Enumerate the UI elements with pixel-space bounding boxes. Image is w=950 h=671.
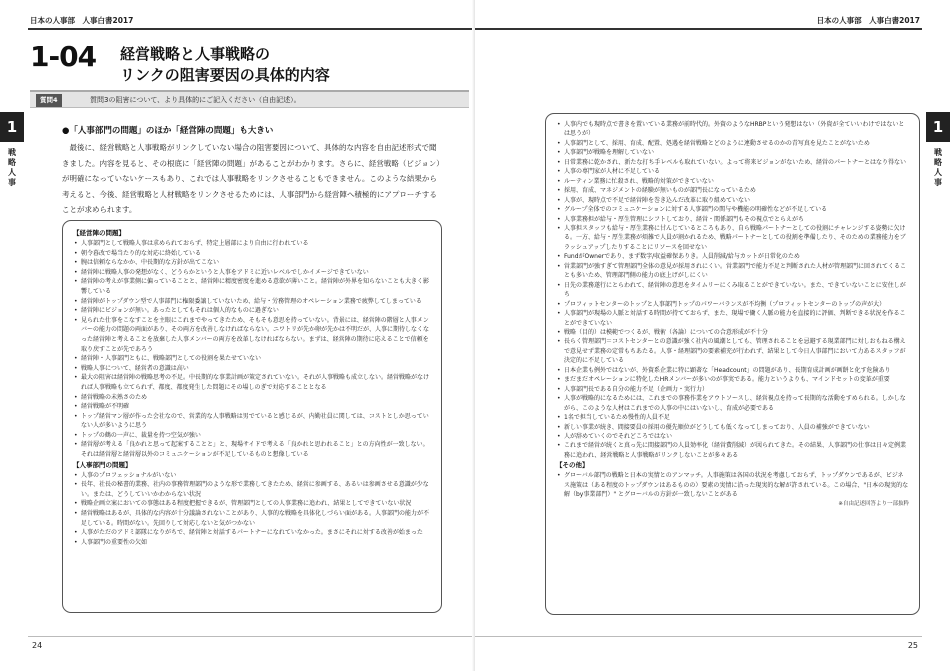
question-text: 質問3の阻害について、より具体的にご記入ください（自由記述）。 bbox=[90, 96, 301, 104]
list-item: • 採用、育成、マネジメントの経験が無いものが部門長になっているため bbox=[556, 186, 909, 195]
list-item: • 経営陣がトップダウン型で人事部門に権限委譲していないため、給与・労務管理のオペレーション業務で疲弊してしまっている bbox=[73, 297, 431, 307]
list-item: • 人事が戦略的になるためには、これまでの事務作業をアウトソースし、経営視点を持って長期的な活動をすめられる。しかしながら、このような人材はこれまでの人事の中にはいないし、育成が必要である bbox=[556, 394, 909, 413]
list-item: • 人事部門が戦略を理解していない bbox=[556, 148, 909, 157]
list-item: • ルーティン業務に忙殺され、戦略的対策ができていない bbox=[556, 177, 909, 186]
list-item: • 営業部門が強すぎて管理部門全体の意見が採用されにくい。営業部門で能力不足と判断された人材が管理部門に回されてくることも多いため、管理部門側の能力の底上げがしにくい bbox=[556, 262, 909, 281]
list-item: • 経営層が考える「良かれと思って起案することと」と、現場サイドで考える「良かれと思われること」との方向性が一致しない。それは経営層と経営層以外のコミュニケーションが不足しているものと想像している bbox=[73, 440, 431, 459]
header-rule bbox=[28, 28, 475, 30]
footer-rule bbox=[28, 636, 475, 637]
list-item: • 人事部門として戦略人事は求められておらず、特定上層部により自由に行われている bbox=[73, 239, 431, 249]
list-item: • FundがOwnerであり、まず数字/収益確保ありき。人員削減/給与カットが日常化のため bbox=[556, 252, 909, 261]
list-item: • 経営戦略の未熟さのため bbox=[73, 393, 431, 403]
list-item: • 見られた仕事をこなすことを主眼にこれまでやってきたため、そもそも意思を持っていない。背景には、経営陣の階層と人事メンバーの能力の問題の両面があり、その両方を改善しなければならない。ニワトリが先か卵が先かは不明だが、人事に期待しなくなった経営陣と考えることを放棄した人事メンバーの両方を改革しなければならない。まずは、経営陣の期待に応えることで信頼を取り戻すことが先であろう bbox=[73, 316, 431, 354]
question-bar bbox=[30, 90, 469, 108]
question-label: 質問4 bbox=[36, 94, 62, 107]
list-item: • 人事部門長である自分の能力不足（企画力・実行力） bbox=[556, 385, 909, 394]
source-footnote: ※自由記述回答より一部抜粋 bbox=[838, 500, 909, 507]
hr-issue-list bbox=[73, 471, 431, 548]
list-item: • 人事部門として、採用、育成、配置、処遇を経営戦略とどのように連動させるのかの青写真を見たことがないため bbox=[556, 139, 909, 148]
list-item: • グローバル部門の戦略と日本の実情とのアンマッチ。人事施策は各国の状況を考慮しておらず、トップダウンであるが、ビジネス施策は（ある程度のトップダウンはあるものの）要素の実情に沿った現実的な解が許されている。この場合、"日本の現実的な解（by事業部門）" とグローバルの方針が一致しないことがある bbox=[556, 471, 909, 499]
list-item: • 経営陣に戦略人事の発想がなく、どうらかというと人事をアドミに近いレベルでしかイメージできていない bbox=[73, 268, 431, 278]
list-item: • 長らく管理部門＝コストセンターとの意識が強く社内の風潮としても、管理されることを忌避する現業部門に対しおもねる構えで意見せず業務の定常もちあたる。人事・経理部門の要素補充が行われず、結果として今日人事部門において力あるスタッフが決定的に不足している bbox=[556, 337, 909, 365]
responses-box-left bbox=[62, 220, 442, 613]
page-number: 24 bbox=[32, 641, 43, 650]
chapter-tab: 1 bbox=[926, 112, 950, 142]
box-title-other: 【その他】 bbox=[556, 461, 589, 470]
list-item: • 経営戦略が不明確 bbox=[73, 402, 431, 412]
list-item: • 日本企業も例外ではないが、外資系企業に特に顕著な「Headcount」の問題があり、長期育成計画が画餅と化す危険あり bbox=[556, 366, 909, 375]
footer-rule bbox=[475, 636, 922, 637]
header-rule bbox=[475, 28, 922, 30]
list-item: • 経営戦略はあるが、具体的な内容が十分議論されないことがあり、人事的な戦略を具体化しづらい面がある。人事部門の能力が不足している。時間がない。先回りして対応しないと気がつかない bbox=[73, 509, 431, 528]
list-item: • 人事の専門家が人材に不足している bbox=[556, 167, 909, 176]
list-item: • 人事のプロフェッショナルがいない bbox=[73, 471, 431, 481]
right-page bbox=[475, 0, 950, 671]
list-item: • これまで経営が続くと真っ先に間接部門の人員効率化（経営費削減）が図られてきた。その結果、人事部門の仕事は日々定例業務に追われ、経営戦略と人事戦略がリンクしないことが多々ある bbox=[556, 441, 909, 460]
list-item: • 人事が、現時点で不足で経営陣を巻き込んだ改革に取り組めていない bbox=[556, 196, 909, 205]
list-item: • 人事内でも現時点で書きを置いている業務が前時代的。外資のようなHRBPという発想はない（外資が全ていいわけではないとは思うが） bbox=[556, 120, 909, 139]
list-item: • 人事部門が現場の人脈と対話する時間が持てておらず、また、現場で働く人脈の能力を直接的に評価、判断できる状況を作ることができていない bbox=[556, 309, 909, 328]
list-item: • 戦略人事について、経営者の意識は高い bbox=[73, 364, 431, 374]
list-item: • 新しい事業が続き、間接要員の採用の優先順位がどうしても低くなってしまっており、人員の補強ができていない bbox=[556, 423, 909, 432]
section-heading: ●「人事部門の問題」のほか「経営陣の問題」も大きい bbox=[62, 126, 274, 136]
chapter-label: 戦略人事 bbox=[8, 148, 16, 187]
list-item: • トップ経営マン層が作った会社なので、営業的な人事戦略は男でていると感じるが、内勤社員に関しては、コストとしか思っていない人が多いように思う bbox=[73, 412, 431, 431]
list-item: • 朝令暮改で場当たり的な対応に終始している bbox=[73, 249, 431, 259]
box-title-hr: 【人事部門の問題】 bbox=[73, 460, 132, 469]
list-item: • プロフィットセンターのトップと人事部門トップのパワーバランスが不均衡（プロフィットセンターのトップの声が大） bbox=[556, 300, 909, 309]
section-number: 1-04 bbox=[30, 40, 97, 73]
list-item: • まだまだオペレーションに特化したHRメンバーが多いのが事実である。能力というよりも、マインドセットの変革が重要 bbox=[556, 375, 909, 384]
other-issue-list bbox=[556, 471, 909, 499]
box-title-management: 【経営陣の問題】 bbox=[73, 229, 125, 237]
list-item: • 最大の阻害は経営陣の戦略思考の不足。中長期的な事業計画が策定されていない。それが人事戦略も成立しない。経営戦略がなければ人事戦略も立てられず、都度、都度発生した問題にその場しのぎで対応することとなる bbox=[73, 373, 431, 392]
section-title bbox=[120, 44, 330, 86]
list-item: • 経営陣にビジョンが無い。あったとしてもそれは個人的なものに過ぎない bbox=[73, 306, 431, 316]
chapter-tab: 1 bbox=[0, 112, 24, 142]
list-item: • 人が辞めていくのでそれどころではない bbox=[556, 432, 909, 441]
chapter-label: 戦略人事 bbox=[934, 148, 942, 187]
list-item: • 経営陣・人事部門ともに、戦略部門としての役割を果たせていない bbox=[73, 354, 431, 364]
page-number: 25 bbox=[907, 641, 918, 650]
list-item: • 人事がただのアドミ部隊になりがちで、経営陣と対話するパートナーになれていなかった。まさにそれに対する改善が始まった bbox=[73, 528, 431, 538]
management-issue-list bbox=[73, 239, 431, 460]
intro-paragraph: 最後に、経営戦略と人事戦略がリンクしていない場合の阻害要因について、具体的な内容を自由記述形式で聞きました。内容を見ると、その根底に「経営陣の問題」があることがわかります。さらに、経営戦略（ビジョン）が明確になっていないケースもあり、これでは人事戦略をリンクさせることもできません。このような結果から考えると、今後、経営戦略と人材戦略をリンクさせるためには、人事部門から経営陣へ積極的にアプローチすることが求められます。 bbox=[62, 143, 440, 214]
list-item: • 戦略企画立案においての事態はある程度把握できるが、管理部門としての人事業務に追われ、結果としてできていない状況 bbox=[73, 499, 431, 509]
list-item: • トップの鶴の一声に、裁量を持つ空気が強い bbox=[73, 431, 431, 441]
responses-box-right bbox=[545, 113, 920, 615]
list-item: • 人事担スタッフも給与・厚生業務に甘んじているところもあり、自ら戦略パートナーとしての役割にチャレンジする姿勢に欠ける。一方、給与・厚生業務が煩雑で人員が割かれるため、戦略パートナーとしての役割を準備したり、そのための業務能力をブラッシュアップしたりすることにリソースを回せない bbox=[556, 224, 909, 252]
list-item: • 経営陣の考えが事業側に偏っていることと、経営陣に精度密度を進める意欲が薄いこと。経営陣が外界を知らないことも大きく影響している bbox=[73, 277, 431, 296]
list-item: • 日先の業務遂行にとらわれて、経営陣の意思をタイムリーにくみ取ることができていない。また、できていないことに安住しがち bbox=[556, 281, 909, 300]
running-head: 日本の人事部 人事白書2017 bbox=[30, 16, 134, 25]
list-item: • 人事部門の重要性の欠如 bbox=[73, 538, 431, 548]
section-title-line2: リンクの阻害要因の具体的内容 bbox=[120, 66, 330, 84]
list-item: • 長年、社長の秘書的業務、社内の事務管理部門のような形で業務してきたため、経営に参画する、あるいは参画させる意識が少ない。または、どうしていいかわからない状況 bbox=[73, 480, 431, 499]
running-head: 日本の人事部 人事白書2017 bbox=[816, 16, 920, 25]
list-item: • 戦略（目的）は模範でつくるが、戦術（各論）についての合意形成が不十分 bbox=[556, 328, 909, 337]
section-title-line1: 経営戦略と人事戦略の bbox=[120, 45, 271, 63]
list-item: • 腕は信頼ならなかか、中長期的な方針が出てこない bbox=[73, 258, 431, 268]
list-item: • グループ全体でのコミュニケーションに対する人事部門の関与や機能の明確性などが不足している bbox=[556, 205, 909, 214]
list-item: • 日常業務に乾かされ、新たな打ち手レベルも取れていない。よって将来ビジョンがないため、経営のパートナーとはなり得ない bbox=[556, 158, 909, 167]
list-item: • 1名で担当しているため慢性的人員不足 bbox=[556, 413, 909, 422]
list-item: • 人事業務担が給与・厚生管理にシフトしており、経営・関係部門もその視点でとらえがち bbox=[556, 215, 909, 224]
hr-issue-list-continued bbox=[556, 120, 909, 460]
